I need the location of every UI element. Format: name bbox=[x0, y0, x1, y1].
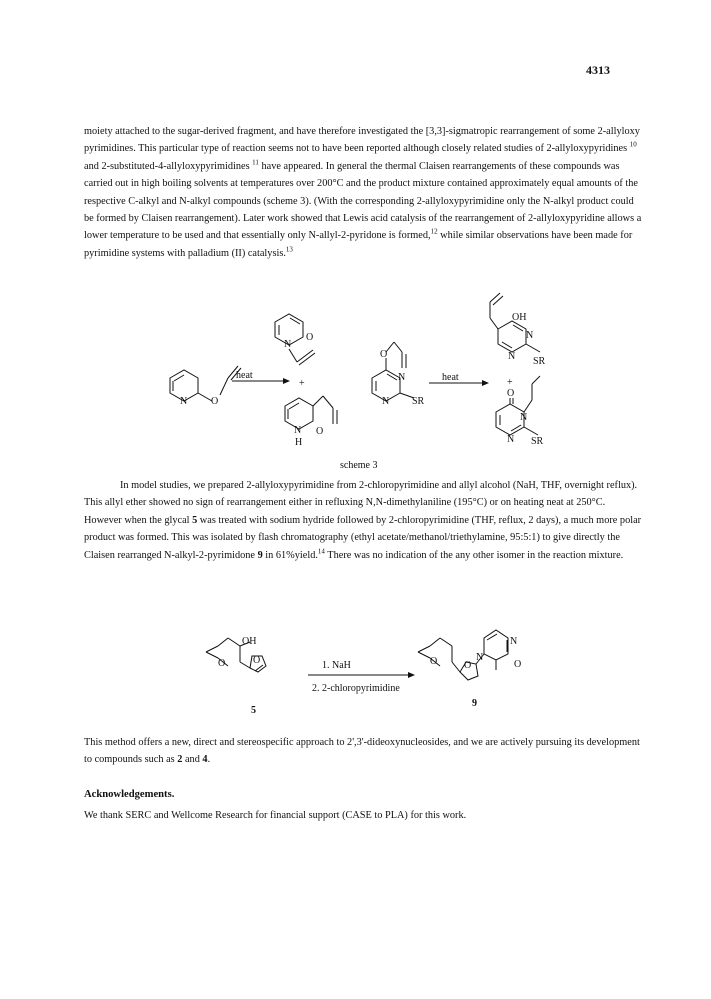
compound-4-ref: 4 bbox=[202, 754, 208, 766]
arrow-1-label: heat bbox=[236, 370, 253, 381]
atom-o-3: O bbox=[316, 426, 324, 437]
atom-n-5: N bbox=[382, 396, 390, 407]
acknowledgements-heading: Acknowledgements. bbox=[84, 789, 175, 800]
ref-10: 10 bbox=[629, 140, 637, 149]
para3-text-2: and bbox=[182, 754, 203, 766]
ref-14: 14 bbox=[317, 547, 325, 556]
para2-text-1: In model studies, we prepared 2-allyloxypyrimidine from 2-chloropyrimidine and allyl alcohol (NaH, THF, overnight reflux). This allyl ether showed no sign of rearrangement either in refluxing N,N-dimethylaniline (195°C) or on heating neat at 250°C. However when the glycal bbox=[84, 480, 638, 526]
compound-2-ref: 2 bbox=[177, 754, 183, 766]
compound-label-9: 9 bbox=[472, 698, 477, 709]
allyloxy-pyrimidine-structure bbox=[372, 342, 425, 407]
plus-2: + bbox=[507, 377, 513, 388]
ref-11: 11 bbox=[252, 158, 259, 167]
reagent-2: 2. 2-chloropyrimidine bbox=[312, 683, 400, 694]
para3-text-1: This method offers a new, direct and stereospecific approach to 2',3'-dideoxynucleosides, and we are actively pursuing its development to compounds such as bbox=[84, 737, 640, 766]
atom-sr-2: SR bbox=[533, 356, 546, 367]
ref-13: 13 bbox=[285, 245, 293, 254]
n-allyl-pyridone-structure bbox=[275, 314, 315, 365]
atom-o-10: O bbox=[514, 659, 522, 670]
compound-5-ref: 5 bbox=[192, 514, 198, 526]
atom-o-6: O bbox=[218, 658, 226, 669]
acknowledgements-body: We thank SERC and Wellcome Research for financial support (CASE to PLA) for this work. bbox=[84, 810, 467, 821]
atom-n-2: N bbox=[284, 339, 292, 350]
atom-o-9: O bbox=[464, 660, 472, 671]
atom-h-1: H bbox=[295, 437, 303, 448]
arrow-1-head bbox=[283, 378, 290, 384]
para2-text-2: was treated with sodium hydride followed by 2-chloropyrimidine (THF, reflux, 2 days), a much more polar product was formed. This was isolated by flash chromatography (ethyl acetate/methanol/triethylamine, 95:5:1) to give directly the Claisen rearranged N-alkyl-2-pyrimidone bbox=[84, 514, 642, 561]
atom-o-4: O bbox=[380, 349, 388, 360]
n-allyl-pyrimidone-structure bbox=[496, 376, 544, 447]
atom-n-9: N bbox=[507, 434, 515, 445]
para2-text-4: There was no indication of the any other isomer in the reaction mixture. bbox=[324, 549, 624, 561]
atom-n-4: N bbox=[398, 372, 406, 383]
arrow-2-head bbox=[482, 380, 489, 386]
ref-12: 12 bbox=[430, 228, 438, 237]
atom-oh-1: OH bbox=[512, 312, 527, 323]
atom-o-2: O bbox=[306, 332, 314, 343]
atom-n-1: N bbox=[180, 396, 188, 407]
atom-n-3: N bbox=[294, 425, 302, 436]
atom-n-7: N bbox=[508, 351, 516, 362]
atom-oh-2: OH bbox=[242, 636, 257, 647]
scheme-3-caption: scheme 3 bbox=[340, 460, 378, 471]
paragraph-claisen-background bbox=[84, 123, 644, 262]
para1-text-1: moiety attached to the sugar-derived fragment, and have therefore investigated the [3,3]-sigmatropic rearrangement of some 2-allyloxy pyrimidines. This particular type of reaction seems not to have been reported although closely related studies of 2-allyloxypyridines bbox=[84, 126, 640, 155]
atom-n-10: N bbox=[476, 652, 484, 663]
c-allyl-pyridone-structure bbox=[285, 396, 337, 448]
atom-o-7: O bbox=[253, 655, 261, 666]
paragraph-conclusion bbox=[84, 734, 644, 769]
para2-text-3: in 61%yield. bbox=[262, 549, 318, 561]
atom-sr-1: SR bbox=[412, 396, 425, 407]
arrow-3-head bbox=[408, 672, 415, 678]
atom-o-8: O bbox=[430, 656, 438, 667]
atom-n-11: N bbox=[510, 636, 518, 647]
glycal-5-structure bbox=[206, 636, 266, 672]
compound-label-5: 5 bbox=[251, 705, 256, 716]
para3-text-3: . bbox=[207, 754, 211, 766]
allyloxypyridine-structure bbox=[170, 366, 241, 407]
nucleoside-9-structure bbox=[418, 630, 521, 680]
atom-n-8: N bbox=[520, 412, 528, 423]
atom-sr-3: SR bbox=[531, 436, 544, 447]
para1-text-3: have appeared. In general the thermal Claisen rearrangements of these compounds was carried out in high boiling solvents at temperatures over 200°C and the product mixture contained approximately equal amounts of the respective C-alkyl and N-alkyl compounds (scheme 3). (With the corresponding 2-allyloxypyrimidine only the N-alkyl product could be formed by Claisen rearrangement). Later work showed that Lewis acid catalysis of the rearrangement of 2-allyloxypyridine allows a lower temperature to be used and that essentially only N-allyl-2-pyridone is formed, bbox=[84, 160, 642, 242]
paragraph-model-studies bbox=[84, 477, 644, 564]
c-allyl-pyrimidinol-structure bbox=[490, 293, 546, 367]
para1-text-2: and 2-substituted-4-allyloxypyrimidines bbox=[84, 160, 253, 172]
atom-n-6: N bbox=[526, 330, 534, 341]
atom-o-1: O bbox=[211, 396, 219, 407]
page-number: 4313 bbox=[586, 63, 610, 77]
para1-text-4: while similar observations have been made for pyrimidine systems with palladium (II) catalysis. bbox=[84, 230, 633, 259]
atom-o-5: O bbox=[507, 388, 515, 399]
arrow-2-label: heat bbox=[442, 372, 459, 383]
plus-1: + bbox=[299, 378, 305, 389]
reagent-1: 1. NaH bbox=[322, 660, 351, 671]
compound-9-ref: 9 bbox=[257, 549, 263, 561]
